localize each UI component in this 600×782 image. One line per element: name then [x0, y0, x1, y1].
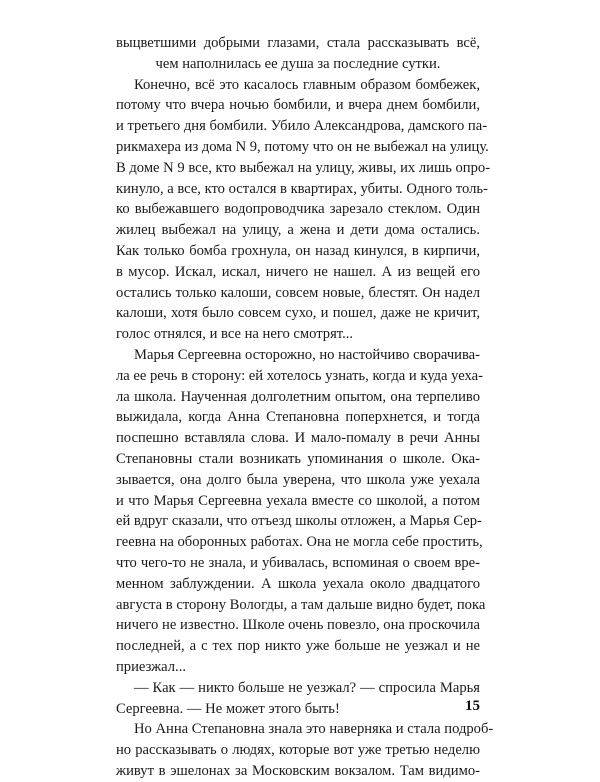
text-line: Но Анна Степановна знала это наверняка и стала подроб- — [134, 721, 494, 738]
text-line: кинуло, а все, кто остался в квартирах, убиты. Одного толь- — [116, 180, 488, 197]
page-number: 15 — [465, 698, 480, 714]
text-line: что чего-то не знала, и убивалась, вспоминая о своем вре- — [116, 554, 480, 571]
text-line: Степановны стали возникать упоминания о школе. Ока- — [116, 450, 480, 467]
text-line: рикмахера из дома N 9, потому что он не выбежал на улицу. — [116, 138, 489, 155]
text-line: приезжал... — [116, 658, 186, 675]
text-line: чем наполнилась ее душа за последние сутки. — [155, 55, 441, 72]
text-line: зывается, она долго была уверена, что школа уже уехала — [116, 471, 480, 488]
text-line: Марья Сергеевна осторожно, но настойчиво сворачива- — [134, 346, 481, 363]
text-line: выцветшими добрыми глазами, стала рассказывать всё, — [116, 35, 480, 51]
text-line: В доме N 9 все, кто выбежал на улицу, живы, их лишь опро- — [116, 159, 491, 176]
text-line: менном заблуждении. А школа уехала около двадцатого — [116, 575, 480, 592]
text-line: жилец выбежал на улицу, а жена и дети дома остались. — [116, 222, 480, 239]
text-line: голос отнялся, и все на него смотрят... — [116, 326, 354, 343]
text-line: ла школа. Наученная долголетним опытом, она терпеливо — [116, 388, 480, 405]
text-line: остались только калоши, совсем новые, блестят. Он надел — [116, 284, 480, 301]
text-line: и что Марья Сергеевна уехала вместе со школой, а потом — [116, 492, 480, 509]
text-line: ко выбежавшего водопроводчика зарезало стеклом. Один — [116, 201, 480, 218]
body-text — [116, 33, 494, 782]
text-line: последней, а с тех пор никто уже больше не уезжал и не — [116, 638, 480, 655]
text-line: калоши, хотя было совсем сухо, и пошел, даже не кричит, — [116, 305, 480, 322]
text-line: но рассказывать о людях, которые вот уже третью неделю — [116, 742, 480, 759]
text-line: Как только бомба грохнула, он назад кинулся, в кирпичи, — [116, 242, 480, 259]
text-line: ей вдруг сказали, что отъезд школы отложен, а Марья Сер- — [116, 513, 482, 530]
text-line: поспешно вставляла слова. И мало-помалу в речи Анны — [116, 430, 480, 447]
text-line: августа в сторону Вологды, а там дальше видно будет, пока — [116, 596, 486, 613]
text-line: выжидала, когда Анна Степановна поперхнется, и тогда — [116, 409, 480, 426]
text-line: геевна на оборонных работах. Она не могла себе простить, — [116, 534, 483, 551]
text-line: Конечно, всё это касалось главным образом бомбежек, — [134, 76, 480, 93]
text-line: — Как — никто больше не уезжал? — спросила Марья — [134, 679, 480, 696]
text-line: ла ее речь в сторону: ей хотелось узнать, когда и куда уеха- — [116, 367, 483, 384]
text-line: в мусор. Искал, искал, ничего не нашел. А из вещей его — [116, 263, 480, 280]
text-line: Сергеевна. — Не может этого быть! — [116, 700, 340, 717]
text-line: живут в эшелонах за Московским вокзалом. Там видимо- — [116, 762, 480, 779]
text-line: ничего не известно. Школе очень повезло, она проскочила — [116, 617, 480, 634]
text-line: и третьего дня бомбили. Убило Александрова, дамского па- — [116, 118, 488, 135]
text-line: потому что вчера ночью бомбили, и вчера днем бомбили, — [116, 97, 480, 114]
